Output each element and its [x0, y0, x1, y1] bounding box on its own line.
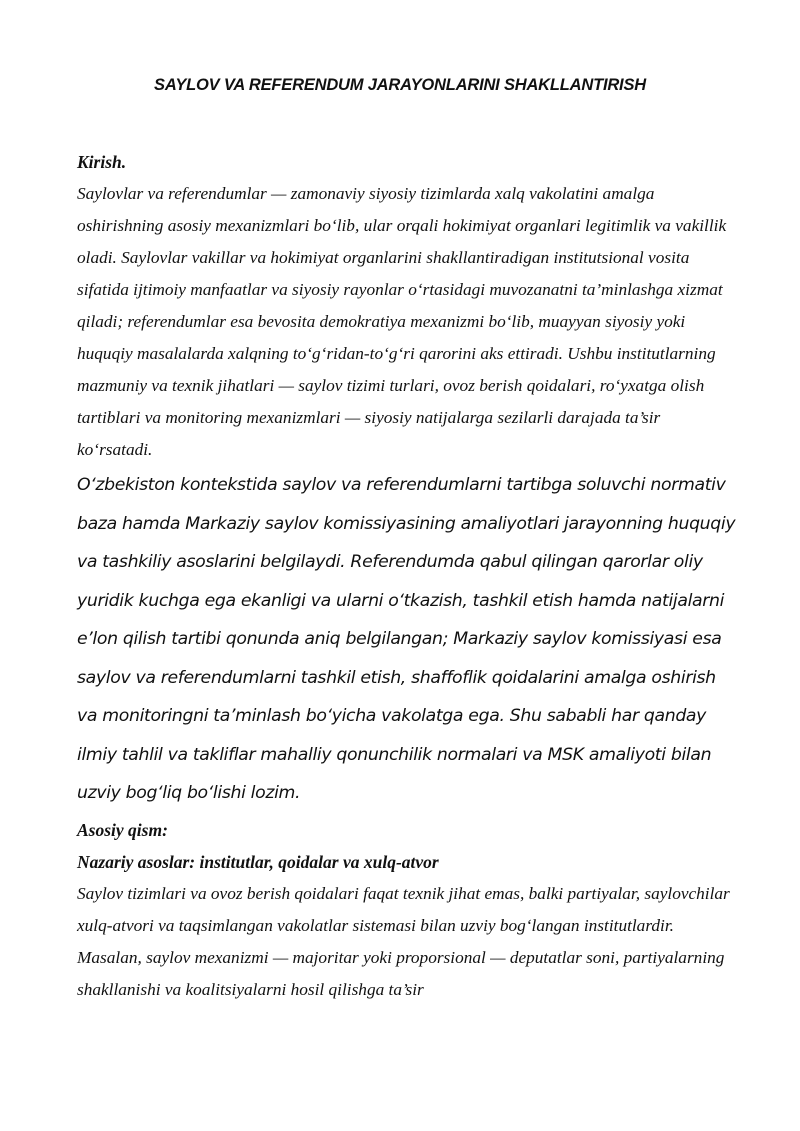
intro-heading: Kirish.	[77, 152, 127, 172]
theory-subheading: Nazariy asoslar: institutlar, qoidalar va xulq-atvor	[77, 851, 439, 872]
document-body	[77, 146, 737, 1006]
document-title: SAYLOV VA REFERENDUM JARAYONLARINI SHAKLLANTIRISH	[154, 76, 646, 94]
main-section-heading: Asosiy qism:	[77, 819, 168, 840]
main-paragraph-1: Saylov tizimlari va ovoz berish qoidalari faqat texnik jihat emas, balki partiyalar, saylovchilar xulq-atvori va taqsimlangan vakolatlar sistemasi bilan uzviy bog‘langan institutlardir. Masalan, saylov mexanizmi — majoritar yoki proporsional — deputatlar soni, partiyalarning shakllanishi va koalitsiyalarni hosil qilishga ta’sir	[77, 883, 730, 999]
intro-paragraph-2: O‘zbekiston kontekstida saylov va referendumlarni tartibga soluvchi normativ baza hamda Markaziy saylov komissiyasining amaliyotlari jarayonning huquqiy va tashkiliy asoslarini belgilaydi. Referendumda qabul qilingan qarorlar oliy yuridik kuchga ega ekanligi va ularni o‘tkazish, tashkil etish hamda natijalarni e’lon qilish tartibi qonunda aniq belgilangan; Markaziy saylov komissiyasi esa saylov va referendumlarni tashkil etish, shaffoflik qoidalarini amalga oshirish va monitoringni ta’minlash bo‘yicha vakolatga ega. Shu sababli har qanday ilmiy tahlil va takliflar mahalliy qonunchilik normalari va MSK amaliyoti bilan uzviy bog‘liq bo‘lishi lozim.	[77, 475, 736, 803]
intro-paragraph-1: Saylovlar va referendumlar — zamonaviy siyosiy tizimlarda xalq vakolatini amalga oshirishning asosiy mexanizmlari bo‘lib, ular orqali hokimiyat organlari legitimlik va vakillik oladi. Saylovlar vakillar va hokimiyat organlarini shakllantiradigan institutsional vosita sifatida ijtimoiy manfaatlar va siyosiy rayonlar o‘rtasidagi muvozanatni ta’minlashga xizmat qiladi; referendumlar esa bevosita demokratiya mexanizmi bo‘lib, muayyan siyosiy yoki huquqiy masalalarda xalqning to‘g‘ridan-to‘g‘ri qarorini aks ettiradi. Ushbu institutlarning mazmuniy va texnik jihatlari — saylov tizimi turlari, ovoz berish qoidalari, ro‘yxatga olish tartiblari va monitoring mexanizmlari — siyosiy natijalarga sezilarli darajada ta’sir ko‘rsatadi.	[77, 184, 727, 459]
